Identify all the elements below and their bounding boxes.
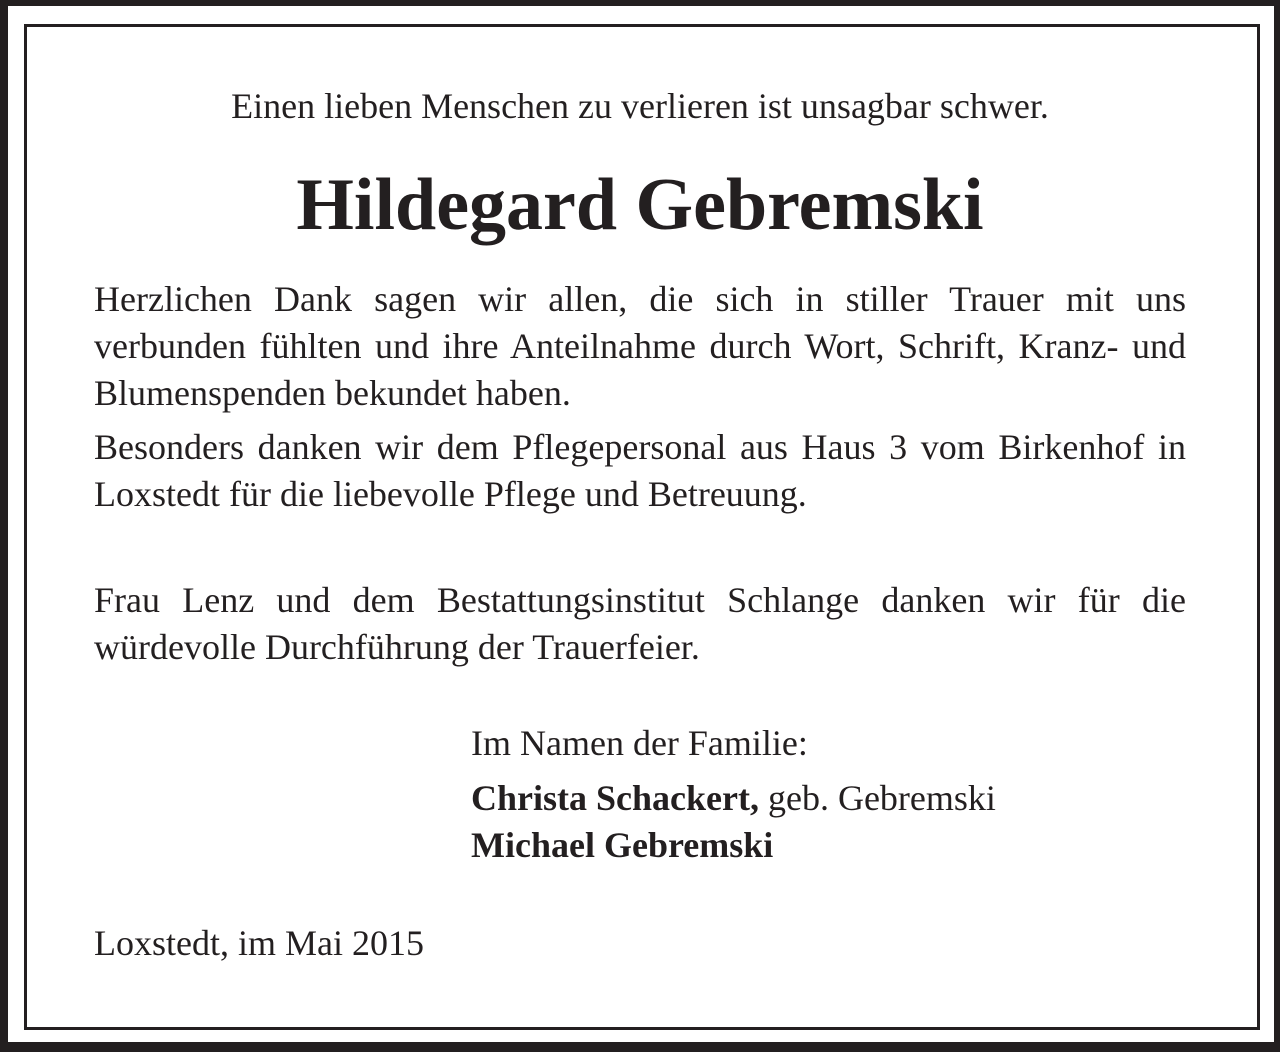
thanks-paragraph-3: Frau Lenz und dem Bestattungsinstitut Schlange danken wir für die würdevolle Durchführung der Trauerfeier. — [94, 580, 1186, 667]
place-date: Loxstedt, im Mai 2015 — [94, 923, 424, 963]
signer-1-name: Christa Schackert, — [471, 778, 759, 818]
thanks-paragraph-2: Besonders danken wir dem Pflegepersonal aus Haus 3 vom Birkenhof in Loxstedt für die liebevolle Pflege und Betreuung. — [94, 427, 1186, 514]
signature-block — [471, 720, 1231, 869]
deceased-name: Hildegard Gebremski — [296, 164, 984, 246]
signer-2-name: Michael Gebremski — [471, 825, 774, 865]
thanks-paragraph-1: Herzlichen Dank sagen wir allen, die sich in stiller Trauer mit uns verbunden fühlten und ihre Anteilnahme durch Wort, Schrift, Kranz- und Blumenspenden bekundet haben. — [94, 279, 1186, 413]
signer-line-1 — [471, 775, 1231, 822]
signer-1-maiden-name: geb. Gebremski — [767, 778, 996, 818]
signature-intro: Im Namen der Familie: — [471, 723, 808, 763]
tagline: Einen lieben Menschen zu verlieren ist unsagbar schwer. — [231, 86, 1049, 126]
